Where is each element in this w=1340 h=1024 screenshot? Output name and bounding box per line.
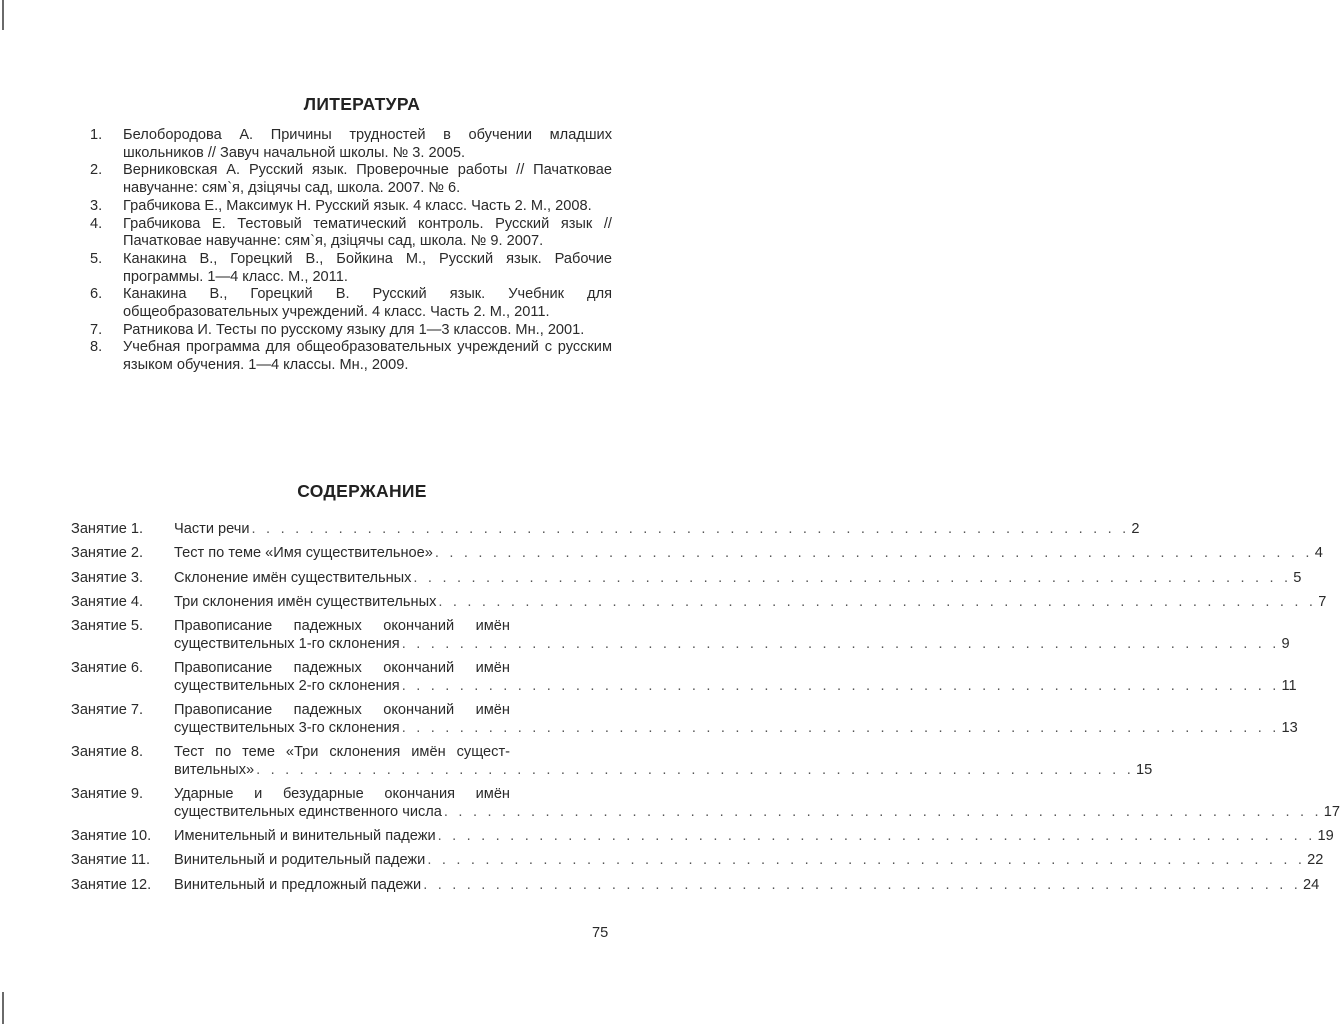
page-ref: 11 (1281, 677, 1297, 694)
dot-leader (423, 877, 1301, 895)
page-ref: 17 (1323, 803, 1340, 820)
literature-item (90, 251, 612, 286)
page-ref: 22 (1307, 852, 1324, 869)
item-number: 5. (90, 250, 103, 267)
toc-entry (71, 828, 1334, 846)
lesson-title: Именительный и винительный падежи (174, 828, 436, 845)
page-ref: 15 (1135, 761, 1153, 778)
page-ref: 4 (1314, 545, 1323, 562)
crop-mark-bottom (2, 992, 4, 1024)
lesson-title-first-line: Ударные и безударные окончания имён (174, 786, 510, 803)
literature-item (90, 127, 612, 162)
lesson-label: Занятие 4. (71, 593, 144, 610)
item-text: Канакина В., Горецкий В. Русский язык. Учебник для общеобразовательных учреждений. 4 класс. Часть 2. М., 2011. (123, 286, 612, 321)
lesson-label: Занятие 7. (71, 702, 144, 719)
lesson-title: существительных 2-го склонения (174, 677, 400, 694)
dot-leader (402, 678, 1280, 696)
item-number: 8. (90, 339, 103, 356)
toc-entry (71, 593, 1327, 612)
lesson-title-first-line: Правописание падежных окончаний имён (174, 660, 510, 677)
dot-leader (413, 570, 1291, 588)
lesson-title: Винительный и предложный падежи (174, 876, 422, 893)
item-number: 4. (90, 215, 103, 232)
lesson-title-first-line: Правописание падежных окончаний имён (174, 618, 510, 635)
literature-item (90, 198, 612, 216)
lesson-title: существительных единственного числа (174, 803, 442, 820)
item-text: Учебная программа для общеобразовательных учреждений с русским языком обучения. 1—4 классы. Мн., 2009. (123, 339, 612, 374)
dot-leader (402, 720, 1280, 738)
page-ref: 19 (1317, 828, 1334, 845)
item-number: 6. (90, 286, 103, 303)
dot-leader (435, 545, 1313, 563)
dot-leader (402, 636, 1280, 654)
literature-item (90, 322, 612, 340)
lesson-title: Тест по теме «Имя существительное» (174, 545, 433, 562)
lesson-label: Занятие 11. (71, 852, 151, 869)
lesson-label: Занятие 8. (71, 744, 144, 761)
lesson-label: Занятие 1. (71, 521, 144, 537)
lesson-label: Занятие 5. (71, 618, 144, 635)
item-text: Грабчикова Е. Тестовый тематический контроль. Русский язык // Пачатковае навучанне: сям`я, дзіцячы сад, школа. № 9. 2007. (123, 215, 612, 250)
lesson-title-first-line: Правописание падежных окончаний имён (174, 702, 510, 719)
contents-heading: СОДЕРЖАНИЕ (297, 481, 427, 501)
dot-leader (438, 828, 1316, 846)
item-text: Ратникова И. Тесты по русскому языку для 1—3 классов. Мн., 2001. (123, 321, 585, 338)
toc-entry (71, 876, 1320, 895)
item-number: 2. (90, 162, 103, 179)
page-ref: 13 (1281, 719, 1298, 736)
literature-item (90, 286, 612, 321)
item-number: 1. (90, 127, 103, 143)
dot-leader (427, 852, 1305, 870)
toc-entry (71, 786, 1340, 821)
toc-entry (71, 702, 1298, 737)
literature-item (90, 162, 612, 197)
lesson-label: Занятие 3. (71, 569, 144, 586)
item-text: Канакина В., Горецкий В., Бойкина М., Русский язык. Рабочие программы. 1—4 класс. М., 2011. (123, 250, 612, 285)
toc-entry (71, 744, 1153, 779)
item-number: 7. (90, 321, 103, 338)
dot-leader (438, 594, 1316, 612)
toc-entry (71, 618, 1290, 653)
item-text: Грабчикова Е., Максимук Н. Русский язык. 4 класс. Часть 2. М., 2008. (123, 197, 592, 214)
lesson-label: Занятие 6. (71, 660, 144, 677)
item-text: Верниковская А. Русский язык. Проверочные работы // Пачатковае навучанне: сям`я, дзіцячы сад, школа. 2007. № 6. (123, 162, 612, 197)
toc-entry (71, 545, 1323, 563)
page-number: 75 (592, 925, 609, 941)
lesson-title: существительных 3-го склонения (174, 719, 400, 736)
lesson-title: Склонение имён существительных (174, 569, 412, 586)
page-ref: 2 (1131, 521, 1140, 537)
table-of-contents (71, 521, 1340, 901)
literature-item (90, 339, 612, 374)
dot-leader (444, 804, 1322, 822)
toc-entry (71, 852, 1324, 870)
lesson-label: Занятие 10. (71, 828, 152, 845)
literature-item (90, 216, 612, 251)
item-text: Белобородова А. Причины трудностей в обучении младших школьников // Завуч начальной школы. № 3. 2005. (123, 127, 612, 161)
lesson-label: Занятие 2. (71, 545, 144, 562)
crop-mark-top (2, 0, 4, 30)
literature-list (90, 127, 612, 375)
toc-entry (71, 521, 1140, 539)
lesson-title: Части речи (174, 521, 250, 537)
literature-heading: ЛИТЕРАТУРА (303, 94, 421, 114)
lesson-title: вительных» (174, 761, 255, 778)
lesson-title: Винительный и родительный падежи (174, 852, 426, 869)
lesson-label: Занятие 12. (71, 876, 152, 893)
page-ref: 24 (1303, 876, 1320, 893)
lesson-title: Три склонения имён существительных (174, 593, 437, 610)
dot-leader (252, 521, 1130, 539)
page-ref: 7 (1318, 593, 1327, 610)
lesson-title-first-line: Тест по теме «Три склонения имён сущест- (174, 744, 510, 761)
toc-entry (71, 569, 1302, 588)
item-number: 3. (90, 197, 103, 214)
page-ref: 9 (1281, 635, 1290, 652)
page-ref: 5 (1293, 569, 1302, 586)
lesson-title: существительных 1-го склонения (174, 635, 400, 652)
toc-entry (71, 660, 1297, 695)
dot-leader (256, 762, 1134, 780)
lesson-label: Занятие 9. (71, 786, 144, 803)
